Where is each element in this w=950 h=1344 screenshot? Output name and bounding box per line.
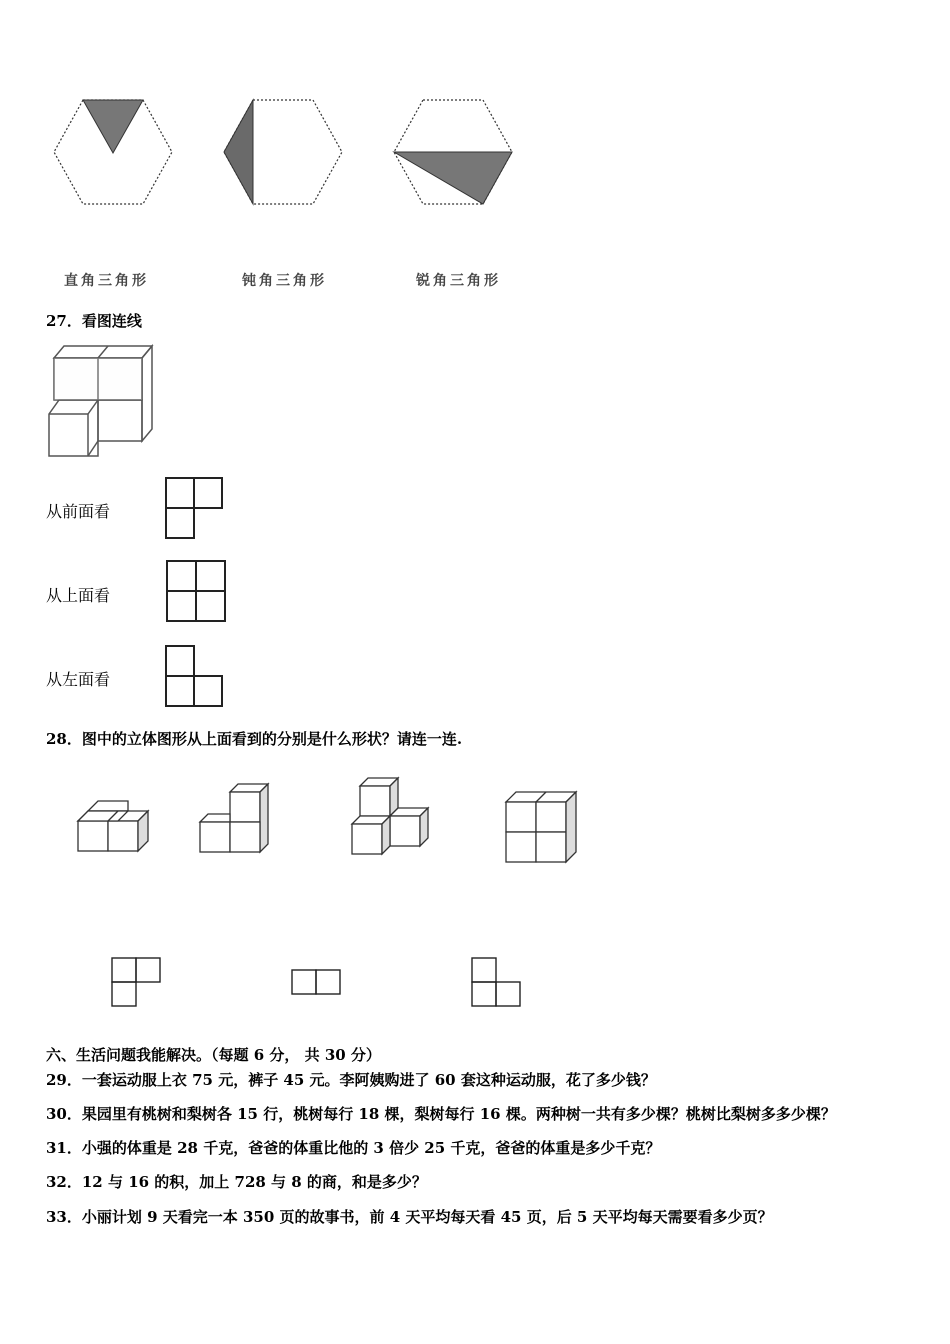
q28-top-view-3 xyxy=(468,954,528,1014)
label-obtuse-triangle: 钝角三角形 xyxy=(242,273,327,289)
q27-title: 27．看图连线 xyxy=(46,312,142,330)
view-shape-front xyxy=(160,474,230,544)
question-29: 29．一套运动服上衣 75 元，裤子 45 元。李阿姨购进了 60 套这种运动服，花了多少钱？ xyxy=(46,1071,656,1089)
hexagon-figure-right-triangle xyxy=(50,98,180,208)
hexagon-figure-obtuse-triangle xyxy=(220,98,350,208)
question-30: 30．果园里有桃树和梨树各 15 行，桃树每行 18 棵，梨树每行 16 棵。两种树一共有多少棵？桃树比梨树多多少棵？ xyxy=(46,1105,836,1123)
view-shape-top xyxy=(160,557,230,627)
view-label-front: 从前面看 xyxy=(46,502,111,521)
q28-solid-4 xyxy=(502,788,582,868)
q28-top-view-2 xyxy=(288,966,348,1006)
q28-solid-3 xyxy=(348,772,438,862)
section6-heading: 六、生活问题我能解决。（每题 6 分， 共 30 分） xyxy=(46,1046,381,1064)
q28-top-view-1 xyxy=(108,954,168,1014)
view-shape-left xyxy=(160,642,230,712)
view-label-top: 从上面看 xyxy=(46,586,111,605)
view-label-left: 从左面看 xyxy=(46,670,111,689)
question-32: 32．12 与 16 的积，加上 728 与 8 的商，和是多少？ xyxy=(46,1173,427,1191)
q27-solid-figure xyxy=(46,344,161,462)
question-33: 33．小丽计划 9 天看完一本 350 页的故事书，前 4 天平均每天看 45 页，后 5 天平均每天需要看多少页？ xyxy=(46,1208,773,1226)
q28-title: 28．图中的立体图形从上面看到的分别是什么形状？请连一连. xyxy=(46,730,463,748)
question-31: 31．小强的体重是 28 千克，爸爸的体重比他的 3 倍少 25 千克，爸爸的体重是多少千克？ xyxy=(46,1139,661,1157)
hexagon-figure-acute-triangle xyxy=(390,98,520,208)
label-acute-triangle: 锐角三角形 xyxy=(416,273,501,289)
label-right-triangle: 直角三角形 xyxy=(64,273,149,289)
q28-solid-1 xyxy=(76,797,156,857)
q28-solid-2 xyxy=(196,778,276,858)
